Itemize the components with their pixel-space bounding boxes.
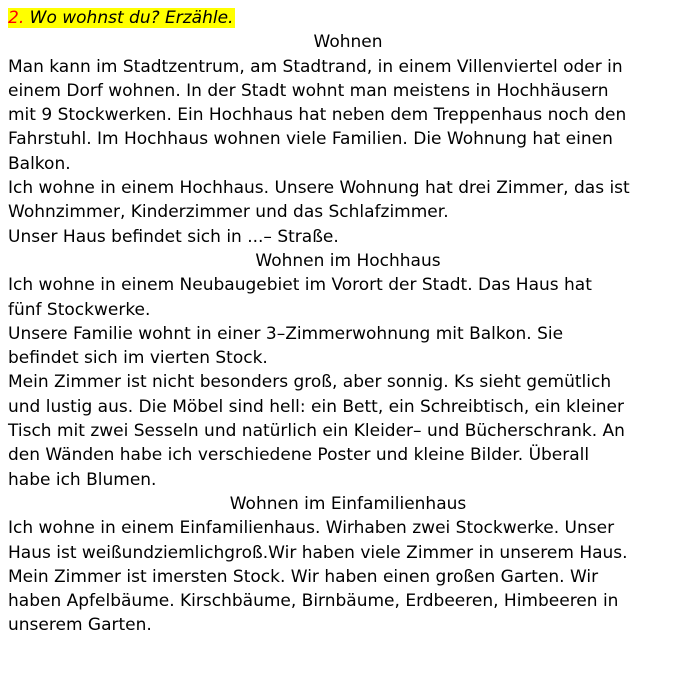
text-line: Ich wohne in einem Einfamilienhaus. Wirhaben zwei Stockwerke. Unser <box>8 518 615 539</box>
task-heading <box>8 6 688 30</box>
section-heading: Wohnen im Einfamilienhaus <box>229 493 467 514</box>
text-line: fünf Stockwerke. <box>8 299 151 320</box>
text-line: habe ich Blumen. <box>8 469 157 490</box>
text-line: Wohnzimmer, Kinderzimmer und das Schlafzimmer. <box>8 202 449 223</box>
text-line: haben Apfelbäume. Kirschbäume, Birnbäume, Erdbeeren, Himbeeren in <box>8 591 619 612</box>
text-line: Fahrstuhl. Im Hochhaus wohnen viele Familien. Die Wohnung hat einen <box>8 129 613 150</box>
text-line: Ich wohne in einem Neubaugebiet im Vorort der Stadt. Das Haus hat <box>8 275 592 296</box>
text-line: mit 9 Stockwerken. Ein Hochhaus hat neben dem Treppenhaus noch den <box>8 105 627 126</box>
document-page <box>8 6 688 638</box>
text-line: und lustig aus. Die Möbel sind hell: ein Bett, ein Schreibtisch, ein kleiner <box>8 396 625 417</box>
section-heading: Wohnen <box>313 32 383 53</box>
text-line: Mein Zimmer ist nicht besonders groß, aber sonnig. Ks sieht gemütlich <box>8 372 612 393</box>
task-number: 2. <box>8 8 25 28</box>
text-line: Balkon. <box>8 153 71 174</box>
text-line: Tisch mit zwei Sesseln und natürlich ein Kleider– und Bücherschrank. An <box>8 421 625 442</box>
text-line: Unser Haus befindet sich in ...– Straße. <box>8 226 339 247</box>
text-line: Mein Zimmer ist imersten Stock. Wir haben einen großen Garten. Wir <box>8 566 599 587</box>
text-line: befindet sich im vierten Stock. <box>8 348 268 369</box>
text-line: den Wänden habe ich verschiedene Poster und kleine Bilder. Überall <box>8 445 590 466</box>
text-line: Haus ist weißundziemlichgroß.Wir haben viele Zimmer in unserem Haus. <box>8 542 628 563</box>
text-line: Ich wohne in einem Hochhaus. Unsere Wohnung hat drei Zimmer, das ist <box>8 178 630 199</box>
task-prompt: Wo wohnst du? Erzähle. <box>29 8 234 28</box>
section-heading: Wohnen im Hochhaus <box>255 250 441 271</box>
task-highlight <box>8 8 235 28</box>
text-line: unserem Garten. <box>8 615 152 636</box>
text-line: Man kann im Stadtzentrum, am Stadtrand, in einem Villenviertel oder in <box>8 56 623 77</box>
text-body <box>8 30 688 637</box>
text-line: Unsere Familie wohnt in einer 3–Zimmerwohnung mit Balkon. Sie <box>8 323 564 344</box>
text-line: einem Dorf wohnen. In der Stadt wohnt man meistens in Hochhäusern <box>8 80 609 101</box>
